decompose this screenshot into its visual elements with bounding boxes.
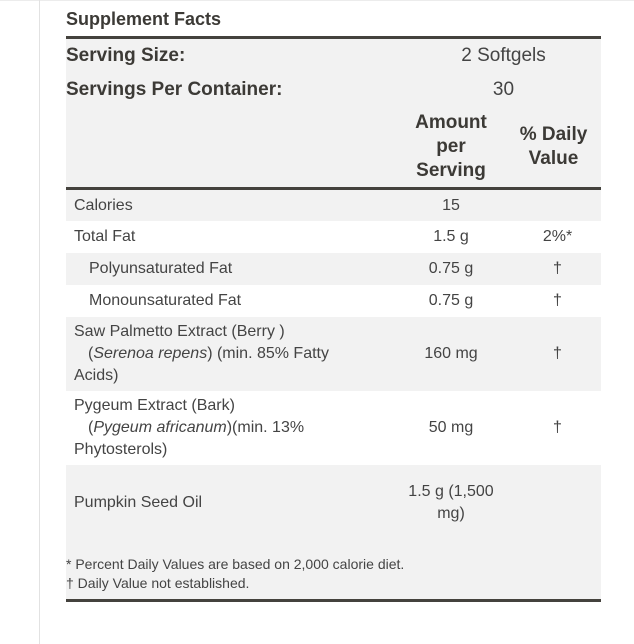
nutrient-name: Saw Palmetto Extract (Berry ) (Serenoa repens) (min. 85% Fatty Acids) xyxy=(74,323,329,384)
nutrient-amount: 160 mg xyxy=(424,345,478,362)
nutrient-amount: 1.5 g (1,500 mg) xyxy=(408,483,494,522)
nutrient-amount: 1.5 g xyxy=(433,228,469,245)
dagger-footnote: † Daily Value not established. xyxy=(66,575,250,591)
daily-value-header: % Daily Value xyxy=(519,124,588,169)
supplement-facts-panel xyxy=(66,0,601,602)
table-row xyxy=(66,285,601,317)
nutrient-name: Pygeum Extract (Bark) (Pygeum africanum)(min. 13% Phytosterols) xyxy=(74,397,305,458)
serving-size-row xyxy=(66,39,601,73)
amount-per-serving-header: Amount per Serving xyxy=(415,112,487,181)
nutrient-name: Calories xyxy=(74,196,133,214)
nutrient-dv: 2%* xyxy=(542,228,573,245)
nutrient-dv: † xyxy=(553,419,562,436)
servings-per-container-row xyxy=(66,73,601,107)
nutrient-dv: † xyxy=(553,260,562,277)
percent-dv-footnote: * Percent Daily Values are based on 2,000 calorie diet. xyxy=(66,556,405,572)
nutrient-dv: † xyxy=(553,345,562,362)
column-header-row xyxy=(66,107,601,190)
serving-size-label: Serving Size: xyxy=(66,45,186,66)
servings-per-container-value: 30 xyxy=(492,79,515,100)
facts-table xyxy=(66,36,601,190)
table-row xyxy=(66,465,601,541)
nutrient-dv: † xyxy=(553,292,562,309)
left-divider xyxy=(39,0,40,644)
nutrient-name: Pumpkin Seed Oil xyxy=(74,494,203,511)
serving-size-value: 2 Softgels xyxy=(461,45,546,66)
table-row xyxy=(66,391,601,465)
table-row xyxy=(66,317,601,391)
nutrient-amount: 50 mg xyxy=(428,419,474,436)
panel-title: Supplement Facts xyxy=(66,9,222,29)
table-row xyxy=(66,190,601,221)
servings-per-container-label: Servings Per Container: xyxy=(66,79,283,100)
nutrient-amount: 0.75 g xyxy=(428,292,474,309)
nutrient-name: Monounsaturated Fat xyxy=(89,292,242,309)
nutrient-name: Total Fat xyxy=(74,228,136,245)
nutrient-name: Polyunsaturated Fat xyxy=(89,260,233,277)
footnotes xyxy=(66,541,601,602)
table-row xyxy=(66,253,601,285)
nutrient-amount: 15 xyxy=(442,196,460,214)
nutrient-amount: 0.75 g xyxy=(428,260,474,277)
table-row xyxy=(66,221,601,253)
